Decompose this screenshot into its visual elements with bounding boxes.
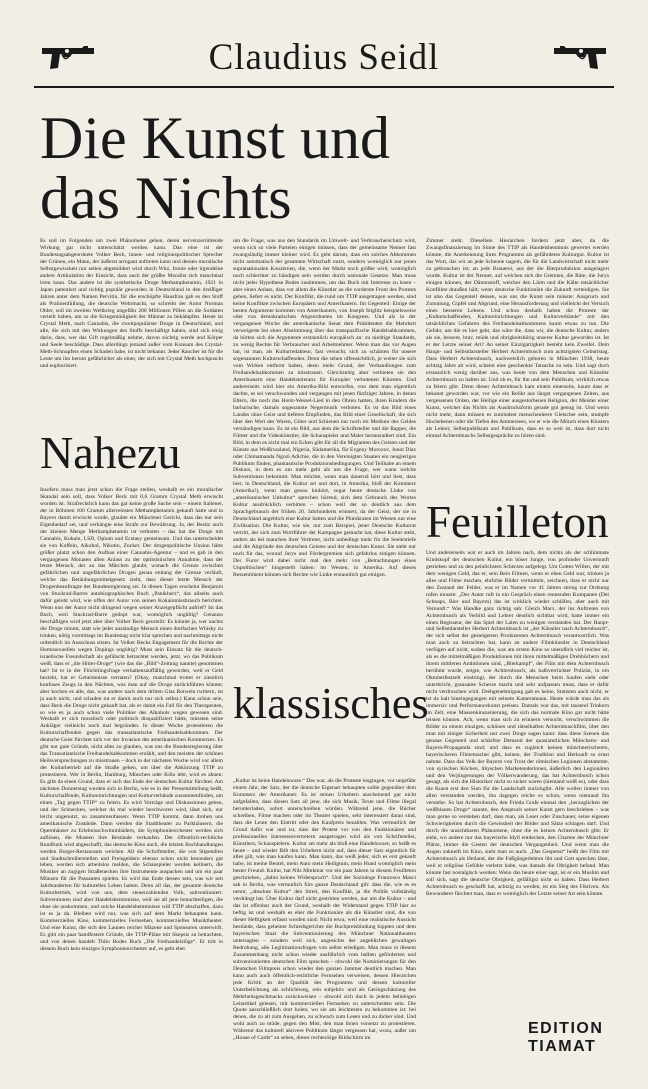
body-text: Und andererseits war er auch im Jahren nach, dem nichts als der schlimmste Kindskopf der deutschen Kultur, ein böser Junge, von profunder Unvernunft getrieben und zu den peinlichsten Scherzen aufgelegt. Um Gottes Willen, der mit dem wenigen Geld, das er, sein Bein Filmen, wenn er eben Geld war, trinken ja alles und Filme machen, ehrliche Bilder vermitteln, zeichnen, dass er nicht nur den Zustand der Fehler, was er im Namen vor 41 Jahren streng zur Ordnung rufen musste: „Der Autor ruft in ein Gespräch einen rennenden Kumpanen (Dei Schnaps, Bier und Bayern) das ist wirklich wieder schläfen, aber auch mit Vernunft.“ Was Handke ganz richtig sah: Gleich Marx, der ins Auftreten von Achternbusch als Verbild und Lehrer deutlich sichtbar wird, hatte immer ein einen Regisseur, der das Spiel der Laien zu wenigen verstanden hat. Der Haupt- und Selbstdarsteller Herbert Achternbusch ist „der Künstler nach Achternbusch“, der sich selbst der gesteigerten Produzenten Achternbusch verantwortlich. Was man auch zu betrachten hat, kann an andere Filmkünstler in Deutschland verfügen auf nicht, sodass die, was am ersten Kino so unendlich viel reicher ist, als es die mittelmäßigen Produktionen mit ihren mittelmäßigen Drehbüchern und ihrem mittleren Ambitionen sind, „Bierkampf“, der Film mit dem Achternbusch berühmt wurde, zeigte, wie Achternbusch, als halbverrückter Polizist, in ein Oktoberfestzelt eindringt, der durch die Menschen beim Saufen sieht oder unterbricht, grausame Scherze macht und sehr aufpassen muss, dass er dafür nicht verdroschen wird. Drehgenehmigung gab es keine, Statisten auch nicht, er ist da halt hineingegangen mit seinem Kameramann. Heute würde man das als immersiv und Performancekunst preisen. Damals war das, mit tausend Trinkern im Zelt, eine Massenkinszenierung, die sich das normale Kino gar nicht hätte leisten können. Ach, wenn man sich zu erinnern versucht, verschwimmen die Bilder zu einem einzigen, schönen und rätselhaften Achternbuschfilm, über den man mit einiger Sicherheit nur zwei Dinge sagen kann: dass diese Szenen das genaue Gegenteil und schärfste Dementi der quasiamtlichen Münchens- und Bayern-Propaganda sind; und dass es zugleich keinen münchnerischeren, bayerischeren Filmemacher gibt, keinen, der Tradition und Herkunft so ernst nahme. Dass das Volk der Bayern von Trost der römischen Legionen abstammte, von syrischen Köchen, libyschen Marketenderinnen, äußerlich den Legionären und den Verjüngerungen der Völkerwanderung, das hat Achternbusch schon gesagt, als sich die Historiker nicht so sicher waren (niemand weiß es), oder dass die Kunst erst den Sinn für die Landschaft zurückgibt. Alle wollen immer von allen verstanden werden, ihn dagegen reiche es schon, wenn niemand ihn verstehe: So hat Achternbusch, den Frieda Grafe einmal den „herzoglichen der weißblauen Droge“ nannte, den Anspruch seiner Kunst gern beschrieben – was man gerne so verstehen darf, dass man, als Leser oder Zuschauer, seine eigenen Schwierigkeiten durch die Gewissheit der Bilder und Sätze schlagen darf. Und durch die unsichtbaren Phänomene, ohne die es keinen Achternbusch gibt: Er sieht, wo andere nur das bayerische Idyll entdecken, den Charme der Münchner Plätze, immer die Gesten der deutschen Vergangenheit. Und wenn man die Augen zukneift im Kino, sieht man so auch. „Das Gespenst“ heißt der Film mit Achternbusch als Heiland, der die Fußgängerlehren übt und Gott sprechen lässt, weil er religiöse Gefühle verletzt habe, was damals die Obrigkeit befand. Man könnte fast nostalgisch werden: Wenn das heute einer sagt, ist er ein Muslim und soll sich, sagt die deutsche Obrigkeit, gefälligst nicht so haben. Dass Herbert Achternbusch es geschafft hat, achtzig zu werden, ist ein Sieg des Fiktiven. Als Bewunderer fürchtet man, dass er womöglich der Letzte seiner Art sein könnte. [426, 550, 609, 897]
body-text: Insofern muss man jetzt schon die Frage stellen, weshalb es ein moralischer Skandal sein soll, dass Volker Beck mit 0,6 Gramm Crystal Meth erwischt worden ist. Strafrechtlich kann das gar keine große Sache sein – einem Italiener, der in Böhmen 100 Gramm allerreinstes Methamphetamin gekauft hatte und in Bayern damit erwischt wurde, glaubte ein Münchner Gericht, dass das nur sein Eigenbedarf sei, und verhängte eine Strafe zur Bewährung. Ja, der Besitz auch der kleinen Menge Methamphetamin ist verboten – das hat die Droge mit Cannabis, Kokain, LSD, Opium und Ecstasy gemeinsam. Und das unterscheidet sie von Koffein, Alkohol, Nikotin, Zucker. Der drogenpolitische Unsinn hätte größer platzt schon den Aufbau einer Cannabis-Agentur – und es gab in den vergangenen Monaten allen Anlass zu der optimistischen Annahme, dass der letzte Mensch, der an das Märchen glaubt, wonach die Grenze zwischen gefährlichen und ungefährlichen Drogen genau entlang der Grenze verläuft, welche das Betäubungsmittelgesetz zieht, dass dieser letzte Mensch der Drogenbeauftragte der Bundesregierung sei. In diesen Tagen erscheint Benjamin von Stuckrad-Barres autobiographisches Buch „Panikherz“, das allseits auch dafür gelobt wird, wie offen der Autor von seinen Kokainmissbrauch berichtet. Wenn nun der Autor nicht dringend wegen seiner Anzeigepflicht aufrief? Ist das Buch, weil Stuckrad-Barre gedopt war, womöglich ungültig? Genauso beschäftigen wird jetzt aber über Volker Beck geurteilt: Es könnte ja, wer nachts die Droge nimmt, statt wie jeder anständige Mensch einen dreifachen Whisky zu trinken, nötig vormittags im Bundestag nicht klar sprechen und nachmittags nicht ordentlich im Ausschuss sitzen. Ist Volker Becks Engagement für die Rechte der Homosexuellen wegen Dopings ungültig? Muss sein Einsatz für die deutsch-israelische Freundschaft als gefälscht betrachtet werden, jetzt, wo das Publikum weiß, dass er „die Hitler-Droge“ (wie das die „Bild“-Zeitung nannte) genommen hat? Ist er in der Flüchtlingsfrage verhaltensauffällig geworden, weil er Geld bezieht, hat er Geheimnisse verraten? (Okay, manchmal trottet er ziemlich konfuses Zeugs in den Nächten, was man auf die Droge zurückführen könnte; aber kochen es alle, das, was andere nach dem dritten Glas Rotwein twittern, ist ja auch nicht, und schaden tut er damit auch nur sich selbst.) Kann schon sein, dass Beck die Droge nicht gekauft hat, als er damit ein Fall für den Therapeuten, so wie es ja auch schon viele Politiker des Alkohols wegen gewesen sind. Weshalb er sich moralisch oder politisch disqualifiziert hätte, müssten seine Ankläger vielleicht noch mal begründen. In dieser Woche protestieren die Kulturschaffenden gegen das transatlantische Freihandelsabkommen. Der deutsche Geist fürchtet sich vor der Invasion des amerikanischen Kommerzes. Es gibt nur gute Gründe, nicht alles zu glauben, was uns die Bundesregierung über das Transatlantische Freihandelsabkommen erzählt, und den meisten der schönen Heilsversprechungen zu misstrauen – doch in der nächsten Woche wird vor allem der Kulturbetrieb auf die Straße gehen, um über die Abkürzung TTIP zu protestieren. Wer in Berlin, Hamburg, München oder Köln lebt, wird es ahnen: Es gibt da einen Grund, dass er sich das Ende der deutschen Kultur fürchtet. Am nächsten Donnerstag wurden sich in Berlin, wie es in der Pressemitteilung heißt, Kulturschaffende, Kultureinrichtungen und Kulturverbände zusammenfinden, um einen „Tag gegen TTIP“ zu feiern. Es wird Vorträge und Diskussionen geben, und der Schnecken, welcher da mal wieder beschworen wird, lässt sich, nur leicht ungenutzt, so zusammenfassen: Wenn TTIP kommt, dann drohen uns amerikanische Zustände. Dann werden die Stadttheater zu Parkhäusern, die Opernhäuser zu Erlebnisschwimmbädern, die Symphonieorchester werden sich auflösen, die Museen ihre Bestände verkaufen. Der öffentlich-rechtliche Rundfunk wird abgeschafft, das deutsche Kino auch, die letzten Buchhandlungen werden Burger-Restaurants weichen. All die Schriftsteller, die von Stipendien und Stadtschreiberstellen und Preisgeldern ebenso schon nicht besonders gut leben, werden sich arbeitslos melden, die Schauspieler werden kellnern, die Musiker an zugigen Straßenecken ihre Instrumente auspacken und um ein paar Münzen für die Passanten spielen. Es wird das Ende dessen sein, was wir seit Jahrhunderten für kulturelles Leben halten. Denn all das, der gesamte deutsche Kulturbetrieb, wird von uns, dem steuerzahlenden Volk, subventioniert. Subventionen sind aber Handelshemmnisse, weil sie all jene benachteiligen, die ohne sie auskommen, und solche Handelshemmnisse will TTIP abschaffen, dazu ist es ja da. Bleiben wird nur, was sich auf dem Markt behaupten kann. Kommerzielles Kino, kommerzielles Fernsehen, kommerzielles Musiktheater. Und eine Kunst, die sich den Launen reicher Mäzene und Sponsoren unterwirft. Es gibt ein paar handfestere Gründe, die TTIP-Pläne mit Skepsis zu betrachten, und von denen handelt Thilo Bodes Buch „Die Freihandelslüge“. Er tritt in diesem Buch kein einziges Symphonieorchester auf, es geht eher [40, 487, 223, 952]
text-column-3-bottom [426, 550, 609, 1028]
subheading-feuilleton: Feuilleton [426, 497, 609, 547]
body-text: um die Frage, was aus den Standards im Umwelt- und Verbraucherschutz wird, wenn sich so viele Parteien einigen müssen, dass der gemeinsame Nenner fast zwangsläufig immer kleiner wird. Es geht darum, dass ein solches Abkommen nicht automatisch der gesamten Wirtschaft nutzt, sondern womöglich nur jenen supranationalen Konzernen, die, wenn der Markt noch größer wird, womöglich noch schlechter zu bändigen sein werden durch nationale Gesetze. Man muss nicht jeder Hypothese Bodes zustimmen, um das Buch mit Interesse zu lesen – aber einen Anlass, dass vor allem die Künstler an die vorderste Front des Protests gehen, liefert es nicht. Der Konflikt, die rund um TTIP ausgetragen werden, sind keine Konflikte zwischen Europäern und Amerikanern. Im Gegenteil: Einige der besten Argumente kommen von Amerikanern, von Joseph Stiglitz beispielsweise oder von demokratischen Abgeordneten im Kongress. Und als in der vergangenen Woche der amerikanische Senat dem Präsidenten die Mehrheit verweigerte bei einer Abstimmung über das transpazifische Handelsabkommen, da hörten sich die Argumente erstaunlich europäisch an: zu niedrige Standards, zu wenig Rechte für Verbraucher und Arbeitnehmer. Wenn man das vor Augen hat, ist man, als Kulturredakteur, fast versucht, sich zu schämen für unsere sogenannten Kulturschaffenden. Denn die sehen offensichtlich, je weiter sie sich vom Wirken entfernt haben, desto mehr Grund, der Verhandlungen zum Freihandelsabkommen zu misstrauen. Gleichzeitig aber verbieten sie den Amerikanern eine Handelstoleranz für Europäer verbotenen Künsten. Und andererseits wird hier ein Amerika-Bild entworfen, von dem man eigentlich dachte, es sei verschwunden und vergangen mit jenen fünfziger Jahren, in denen Eltern, die noch das Horst-Wessel-Lied in den Ohren hatten, ihren Kindern die barbarische, damals sogenannte Negermusik verboten. Es ist das Bild eines Landes ohne Geist und tieferes Empfinden, das Bild einer Gesellschaft, die sich über den Wert des Waren, Güter und Schienen nur noch im Medium des Geldes verständigen kann. Es ist ein Bild, aus dem die Schriftsteller und die Rapper, die Filmer und die Videokünstler, die Schauspieler und Maler herausradiert sind. Ein Bild, in dem es nicht mal ein Ecken gibt für all die Migranten des Geistes und der Künste aus Weißrussland, Nigeria, Südamerika, für Evgeny Morozov, Junot Diaz oder Chimamanda Ngozi Adichie, die in den Vereinigten Staaten ein neugieriges Publikum finden, phantastische Produktionsbedingungen. Und Teilhabe an einem Diskurs, in dem es um mehr geht als um die Frage, wer wann welche Subventionen bekommt. Man möchte, wenn man dauernd hört und liest, dass hier, in Deutschland, die Kultur sei und dort, in Amerika, bloß der Kommerz (Amerika!), wenn man genau hinhört, sogar heute deutsche Linke von „amerikanischer Unkultur“ sprechen hörend, sich dem Gebrauch des Wortes Kultur ausdrücklich verbitten – schon weil der so deutlich aus dem Sprachgebrauch der frühen 20. Jahrhunderts erinnert, da der Geist, der sie in Deutschland angeblich eine Kultur hatten und die Plutokraten im Westen nur eine Zivilisation. Die Kultur, wie sie, nur zum Beispiel, jener Deutsche Kulturrat vertritt, der sich zum Wortführer der Kampagne gemacht hat, diese Kultur steht, anders als bei manchen ihrer Vertreter, nicht unbedingt mehr für die Seelentiefe und die Abgründe des deutschen Geistes und der deutschen Kunst. Sie steht nur noch für das, worauf Jurys und Fördergremien sich gefahrlos einigen können. Der Furor wird dabei nicht mal den mehr von „Betrachtungen eines Unpolitischen“ hingestellt haben: im Westen, in Amerika. Auf dieses Ressentiment können sich Rechte wie Linke erstaunlich gut einigen. [233, 238, 416, 578]
revolver-left-icon [38, 42, 98, 72]
publisher-logo [528, 1020, 608, 1056]
author-row [34, 38, 614, 78]
text-column-2-bottom [233, 778, 416, 1076]
body-text: Es soll im Folgenden um zwei Phänomene gehen, deren nervenzerrüttende Wirkung gar nicht unterschätzt werden kann. Das eine ist der Bundestagsabgeordnete Volker Beck, innen- und religionspolitischer Sprecher der Grünen, ein Mann, der äußerst arrogant auftreten kann und dessen moralische Selbstgewissheit nur selten abgemildert wird durch Witz, Ironie oder irgendeine andere Artikulation der Einsicht, dass auch der größte Moralist sich manchmal irren kann. Das andere ist die synthetische Droge Methamphetamin, 1921 in Japan patentiert und richtig populär geworden in Deutschland in den dreißiger Jahren unter dem Namen Pervitin, für die erschöpfte Hausfrau gab es den Stoff als Pralinenfüllung, die deutsche Wehrmacht, so schreibt der Autor Norman Ohler, soll im zweiten Weltkrieg ungefähr 200 Millionen Pillen an die Soldaten verteilt haben, um so die Kriegsmüdigkeit der Männer zu bekämpfen. Heute ist Crystal Meth, nach Cannabis, die zweitpopulärste Droge in Deutschland, und alle, die sich mit den Wirkungen des Stoffs beschäftigt haben, sind sich einig darin, dass, wer das Gift regelmäßig nehme, davon süchtig werde und Körper und Seele beschädige. Dass allerdings jemand außer vom Konsum des Crystal-Meth-Schnupfers einen Schaden habe, ist nicht bekannt. Jeder Raucher ist für die Leute um ihn herum gefährlicher als einer, der sich mit Crystal Meth hochpuscht und euphorisiert. [40, 238, 223, 370]
top-rule [34, 86, 614, 88]
text-column-3-top [426, 238, 609, 518]
revolver-right-icon [550, 42, 610, 72]
text-column-1-bottom [40, 487, 223, 1075]
body-text: „Kultur ist keine Handelsware.“ Das war, als die Proteste losgingen, vor ungefähr einem Jahr, der Satz, der die deutsche Eigenart behaupten sollte gegenüber dem Kommerz der Amerikaner. Es ist seinen Urhebern anscheinend gar nicht aufgefallen, dass diesen Satz all jene, die sich Musik, Texte und Filme illegal herunterladen, sofort unterschreiben würden. Während jene, die Bücher schreiben, Filme machen oder im Theater spielen, sehr interessiert daran sind, dass die Leute den Eintritt oder den Kaufpreis bezahlen. Was vermutlich der Grund dafür war und ist, dass der Protest vor von den Funktionären und professionellen Interessenvertretern ausgetragen wird als von Schriftsteller, Künstlern, Schauspielern. Kultur sei mehr als bloß eine Handelsware, so heißt es heute – und wieder fällt den Urhebern nicht auf, dass dieser Satz eigentlich für alles gilt, was man kaufen kann. Man kann, das weiß jeder, sich es erst gekauft habe, ist meine Beutel, mein Auto mein Heiligtum, mein Hund womöglich mein bester Freund. Kultur, hat Nils Minkmar vor ein paar Jahren in diesem Feuilleton geschrieben, „dahin keinen Widerspruch“. Und der Soziologe Francesco Masci sah in Berlin, was vermutlich fürs ganze Deutschland gilt: dass die, wie es es nennt, „absolute Kultur“ den Streit, den Konflikt, ja die Politik vollständig verdrängt hat. Über Kultur darf nicht gestritten werden, nur um die Kultur – und das ist offenbar auch der Grund, weshalb der Widerstand gegen TTIP hier so heftig ist und weshalb es eher die Funktionäre als die Künstler sind, die von dieser Heftigkeit erfasst worden sind: Nicht etwa, weil eine realistische Aussicht bestünde, dass geheime Schiedsgerichte die Buchpreisbindung kippten und dem bayerischen Staat die Subventionierung des Münchner Nationaltheaters untersagten – sondern weil sich, angesichts der angeblichen gewaltigen Bedrohung, alle Legitimationsfragen von selbst erledigen. Man muss in diesem Zusammenhang nicht schon wieder ausführlich vom halben geförderten und subventionierten deutschen Film sprechen – obwohl die Nominierungen für den Deutschen Filmpreis schon wieder den ganzen Jammer deutlich machen. Man kann auch auch öffentlich-rechtliche Fernsehen verweisen, dessen Hierarchen jede Kritik an der Qualität des Programms und dessen kultureller Unterbelichtung als schlichtweg, rein subjektiv und als Geringschätzung des Mehrheitsgeschmacks zurückweisen – obwohl sich doch in jedem beliebigen Leitartikel gelesen, mit kommerziellen Fernsehen zu unterscheiden sein. Die Quote ausschließlich dort holen, wo sie am leichtesten zu bekommen ist: bei denen, die zu alt zum Ausgehen, zu schwach zum Lesen und zu dicker sind. Und wohl auch zu müde, gegen den Mist, den man ihnen vorsetzt zu protestieren. Während das kulturell aktivere Publikum längst vergessen hat, wozu, außer um „House of Cards“ zu sehen, dieser rechteckige Bildschirm im [233, 778, 416, 1042]
subheading-klassisches: klassisches [233, 679, 429, 728]
book-title [40, 105, 600, 231]
publisher-line-2: TIAMAT [528, 1038, 597, 1055]
author-name: Claudius Seidl [208, 37, 440, 78]
title-line-1: Die Kunst und [40, 105, 390, 171]
text-column-2-top [233, 238, 416, 646]
publisher-line-1: EDITION [528, 1020, 604, 1037]
body-text: Zimmer steht. Dieselben Hierarchen fordern jetzt aber, da die Zwangsfinanzierung im Sinne des TTIP als Handelshemmnis gewertet werden könnte, die Anerkennung ihres Programms als gefährdetes Kulturgut. Kultur ist das Wort, das wir an jede Scheune nageln, die für die Landwirtschaft nicht mehr zu gebrauchen ist; an jede Brauerei, aus der die Bierproduktion ausgelagert wurde. Kultur ist der Nenner, auf welchen sich die Gremien, die Räte, die Jurys einigen können, der Dämmstoff, welcher den Lärm und die Kälte tatsächlicher Konflikte draußen hält; wenn deutsche Funktionäre die Zukunft verteidigen. Sie ist also das Gegenteil dessen, was uns die Kunst sein müsste: Anspruch und Zumutung, Gipfel und Abgrund, eine Herausforderung und vielleicht der Versuch eines besseren Lebens. Und schon deshalb haben die Proteste der „Kulturschaffenden, Kultureinrichtungen und Kulturverbände“ mit den tatsächlichen Gefahren des Freihandelsabkommens kaum etwas zu tun. Die Gefahr, um die es hier geht, das wäre die, dass wir, die deutsche Kultur, anders als sie, bessere, brav, müde und obrigkeitshörig unserer Kultur geworden ist. Ist er der Letzte seiner Art? An seiner Einzigartigkeit besteht kein Zweifel. Dem Haupt- und Selbstdarsteller Herbert Achternbusch zum achtzigsten Geburtstag. Dass Herbert Achternbusch, nachweislich geboren in München 1938, heute achtzig Jahre alt wird, scheint eine geschenkte Tatsache zu sein. Und sagt doch erstaunlich wenig darüber aus, was heute von dem Menschen und Künstler Achternbusch zu halten ist. Und ob es, für ihn und sein Publikum, wirklich etwas zu feiern gibt. Denn dieser Achternbusch kam einem einerseits, kaum dass er bekannt geworden war, vor wie ein Relikt aus längst vergangenen Zeiten, aus vergessenen Orden, der Heilige einer ausgestorbenen Religion, der Meister einer Kunst, welcher das Nichts als Ausdrucksform gerade gut genug ist. Und wenn nicht mehr, dann müssen es zumindest menschenleere Gletscher sein, stumpfe Hochebenen oder die Tiefen des Ammersees, wo er wie die Mönch eines Klosters als Lehrer, Selbstpublikum und Publikum, dass es so weit ist, dass dort nicht einmal Achternbuschs Selbstgespräche zu hören sind. [426, 238, 609, 439]
text-column-1-top [40, 238, 223, 428]
title-line-2: das Nichts [40, 165, 292, 231]
subheading-nahezu: Nahezu [40, 427, 181, 478]
